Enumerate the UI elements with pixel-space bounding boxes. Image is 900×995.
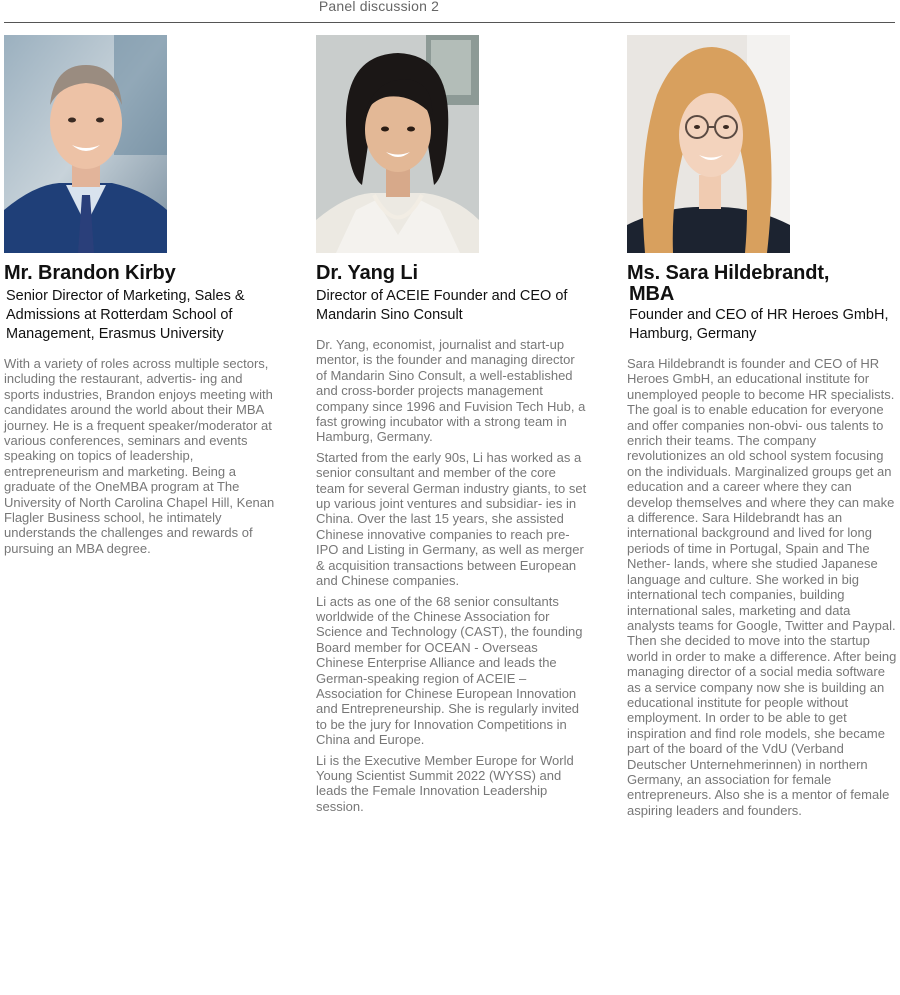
panelist-bio <box>627 356 899 818</box>
portrait-photo-li <box>316 35 479 253</box>
panelist-role: Founder and CEO of HR Heroes GmbH, Hamburg, Germany <box>629 307 889 342</box>
panelist-card-hildebrandt <box>627 35 899 823</box>
bio-paragraph: Started from the early 90s, Li has worked as a senior consultant and member of the core team for several German industry giants, to set up various joint ventures and subsidiar- ies in China. Over the last 15 years, she assisted Chinese innovative companies to reach pre-IPO and Listing in Germany, as well as merger & acquisition transactions between European and Chinese companies. <box>316 449 587 589</box>
panelist-bio <box>316 337 588 814</box>
portrait-photo-kirby <box>4 35 167 253</box>
page-title: Panel discussion 2 <box>318 0 440 14</box>
bio-paragraph: Sara Hildebrandt is founder and CEO of HR Heroes GmbH, an educational institute for unemployed people to become HR specialists. The goal is to enable education for everyone and offer companies non-obvi- ous talents to enrich their teams. The company revolutionizes an old school system focusing on the individuals. Marginalized groups get an education and a career where they can develop themselves and where they can make a difference. Sara Hildebrandt has an international background and lived for long periods of time in Portugal, Spain and The Nether- lands, where she studied Japanese language and culture. She worked in big international tech companies, building international sales, marketing and data analysts teams for Google, Twitter and Paypal. Then she decided to move into the startup world in order to make a difference. After being managing director of a social media software as a service company now she is building an educational institute for people without employment. In order to be able to get inspiration and find role models, she became part of the board of the VdU (Verband Deutscher Unternehmerinnen) in northern Germany, an association for female entrepreneurs. Also she is a mentor of female aspiring leaders and founders. <box>627 356 897 818</box>
header-divider <box>4 22 895 23</box>
panelist-card-kirby <box>4 35 276 561</box>
panelist-name: Mr. Brandon Kirby <box>4 262 176 284</box>
panelist-name: Dr. Yang Li <box>316 262 418 284</box>
bio-paragraph: Dr. Yang, economist, journalist and start-up mentor, is the founder and managing director of Mandarin Sino Consult, a well-established and cross-border projects management company since 1996 and Fuvision Tech Hub, a fast growing incubator with a strong team in Hamburg, Germany. <box>316 337 586 445</box>
bio-paragraph: With a variety of roles across multiple sectors, including the restaurant, advertis- ing and sports industries, Brandon enjoys meeting with candidates around the world about their MBA journey. He is a frequent speaker/moderator at various conferences, seminars and events speaking on topics of leadership, entrepreneurism and marketing. Being a graduate of the OneMBA program at The University of North Carolina Chapel Hill, Kenan Flagler Business school, he intimately understands the challenges and rewards of pursuing an MBA degree. <box>4 356 275 556</box>
panelist-name-line2: MBA <box>629 283 675 305</box>
panelist-name-line1: Ms. Sara Hildebrandt, <box>627 262 830 284</box>
panelist-bio <box>4 356 276 556</box>
portrait-photo-hildebrandt <box>627 35 790 253</box>
panelist-card-li <box>316 35 588 819</box>
panelist-role: Director of ACEIE Founder and CEO of Mandarin Sino Consult <box>316 288 568 323</box>
panelist-role: Senior Director of Marketing, Sales & Admissions at Rotterdam School of Management, Erasmus University <box>6 288 245 342</box>
panelist-name <box>627 263 899 305</box>
bio-paragraph: Li is the Executive Member Europe for World Young Scientist Summit 2022 (WYSS) and leads the Female Innovation Leadership session. <box>316 752 574 814</box>
bio-paragraph: Li acts as one of the 68 senior consultants worldwide of the Chinese Association for Science and Technology (CAST), the founding Board member for OCEAN - Overseas Chinese Enterprise Alliance and leads the German-speaking region of ACEIE – Association for Chinese European Innovation and Entrepreneurship. She is regularly invited to be the jury for Innovation Competitions in China and Europe. <box>316 593 583 748</box>
